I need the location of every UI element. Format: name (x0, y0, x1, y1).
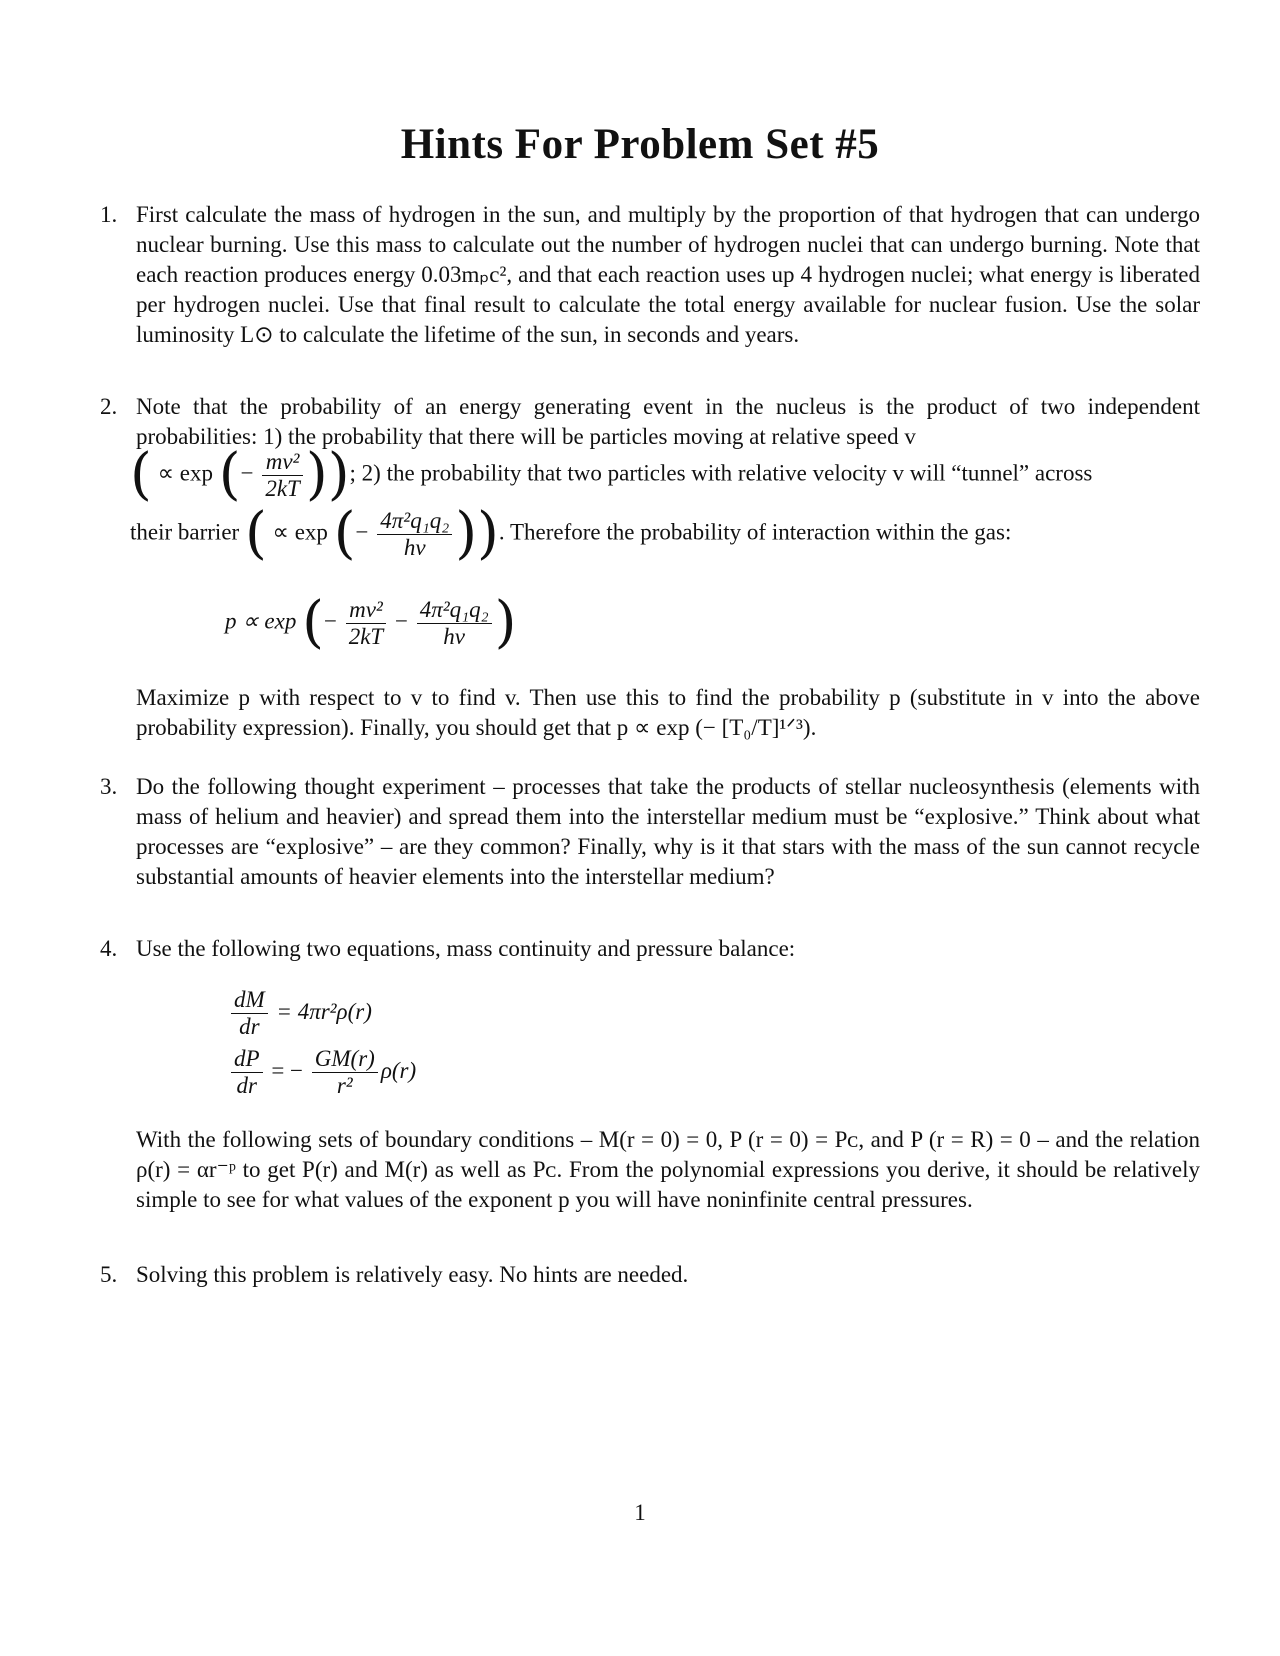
prop-exp: ∝ exp (157, 460, 213, 486)
fraction-mv2-2kT: $\frac{\text{mv²}}{2kT}$ (262, 449, 303, 502)
item-text-part-c: their barrier (130, 519, 240, 545)
hint-item-3 (100, 772, 1200, 892)
item-text: First calculate the mass of hydrogen in the sun, and multiply by the proportion of that hydrogen that can undergo nuclear burning. Use this mass to calculate out the number of hydrogen nuclei that can undergo burning. Note that each reaction produces energy 0.03mₚc², and that each reaction uses up 4 hydrogen nuclei; what energy is liberated per hydrogen nuclei. Use that final result to calculate the total energy available for nuclear fusion. Use the solar luminosity L⊙ to calculate the lifetime of the sun, in seconds and years. (136, 202, 1200, 347)
formula-tunnel-probability: their barrier ( ∝ exp (− $\frac{\text{4π²q₁q₂}}{hv}$ )). Therefore the probability of interaction within the gas: (130, 501, 1012, 566)
page-title: Hints For Problem Set #5 (400, 121, 880, 168)
fraction-mv2-2kT: $\frac{\text{mv²}}{2kT}$ (346, 597, 387, 650)
hint-item-4 (100, 934, 1200, 964)
equation-mass-continuity: $\frac{dM}{dr}$ = 4πr²ρ(r) (228, 987, 372, 1040)
item-text-part-b: With the following sets of boundary conditions – M(r = 0) = 0, P (r = 0) = Pᴄ, and P (r = R) = 0 – and the relation ρ(r) = αr⁻ᵖ to get P(r) and M(r) as well as Pᴄ. From the polynomial expressions you derive, it should be relatively simple to see for what values of the exponent p you will have noninfinite central pressures. (136, 1127, 1200, 1212)
item-number: 4. (100, 936, 118, 961)
formula-speed-probability: ( ∝ exp (− $\frac{\text{mv²}}{2kT}$ )); 2) the probability that two particles with relative velocity v will “tunnel” across (130, 442, 1093, 507)
prop-exp: ∝ exp (272, 519, 328, 545)
hint-item-1 (100, 200, 1200, 350)
item-text: Solving this problem is relatively easy. No hints are needed. (136, 1262, 689, 1287)
minus-sign: − (355, 519, 369, 545)
item-text-part-b: ; 2) the probability that two particles with relative velocity v will “tunnel” across (349, 460, 1093, 486)
hint-item-2 (100, 392, 1200, 452)
item-number: 2. (100, 394, 118, 419)
item-number: 1. (100, 202, 118, 227)
p-prop-exp: p ∝ exp (225, 608, 297, 634)
item-text-part-a: Use the following two equations, mass continuity and pressure balance: (136, 936, 796, 961)
hint-item-5 (100, 1260, 1200, 1290)
hint-item-2-continued (100, 683, 1200, 743)
item-text-part-e: Maximize p with respect to v to find v. Then use this to find the probability p (substitute in v into the above probability expression). Finally, you should get that p ∝ exp (− [T₀/T]¹ᐟ³). (136, 685, 1200, 740)
fraction-4pi-hv: $\frac{\text{4π²q₁q₂}}{hv}$ (377, 508, 452, 561)
item-text-part-a: Note that the probability of an energy generating event in the nucleus is the product of two independent probabilities: 1) the probability that there will be particles moving at relative speed v (136, 394, 1200, 449)
minus-sign: − (240, 460, 254, 486)
item-text: Do the following thought experiment – processes that take the products of stellar nucleosynthesis (elements with mass of helium and heavier) and spread them into the interstellar medium must be “explosive.” Think about what processes are “explosive” – are they common? Finally, why is it that stars with the mass of the sun cannot recycle substantial amounts of heavier elements into the interstellar medium? (136, 774, 1200, 889)
hint-item-4-continued (100, 1125, 1200, 1215)
equation-pressure-balance: $\frac{dP}{dr}$ = − $\frac{GM(r)}{\text{r²}}$ ρ(r) (228, 1046, 416, 1099)
item-text-part-d: . Therefore the probability of interaction within the gas: (498, 519, 1012, 545)
fraction-4pi-hv: $\frac{\text{4π²q₁q₂}}{hv}$ (417, 597, 492, 650)
display-equation-probability: p ∝ exp (− $\frac{\text{mv²}}{2kT}$ − $\frac{\text{4π²q₁q₂}}{hv}$ ) (225, 590, 517, 655)
item-number: 3. (100, 774, 118, 799)
item-number: 5. (100, 1262, 118, 1287)
page-number: 1 (634, 1500, 646, 1525)
